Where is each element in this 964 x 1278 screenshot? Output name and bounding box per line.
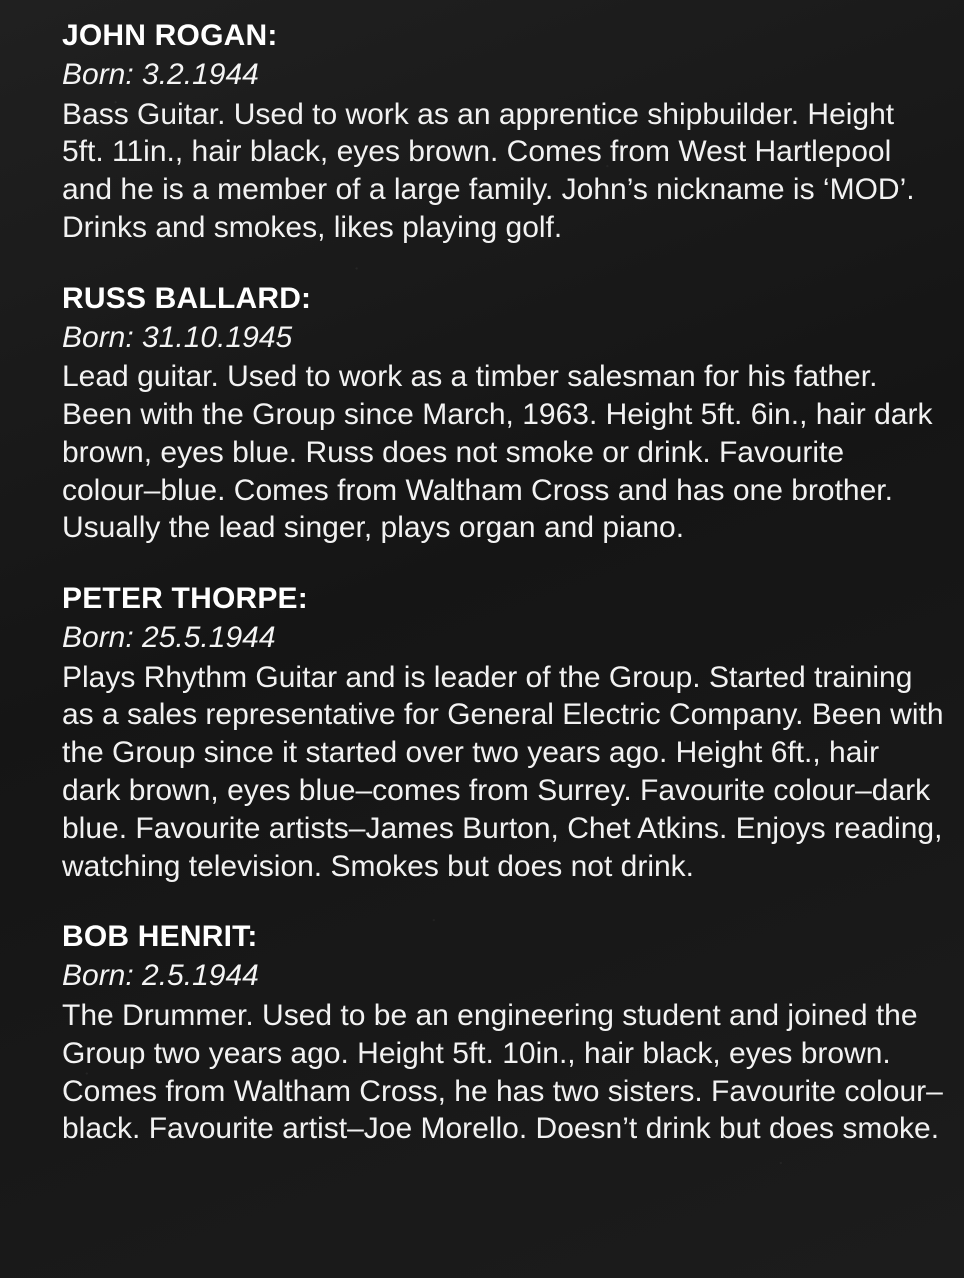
member-name: RUSS BALLARD:	[62, 281, 312, 315]
member-description: Plays Rhythm Guitar and is leader of the Group. Started training as a sales representative for General Electric Company. Been with the Group since it started over two years ago. Height 6ft., hair dark brown, eyes blue–comes from Surrey. Favourite colour–dark blue. Favourite artists–James Burton, Chet Atkins. Enjoys reading, watching television. Smokes but does not drink.	[62, 660, 944, 883]
member-bio-russ-ballard	[62, 281, 944, 547]
member-bio-john-rogan	[62, 18, 944, 247]
member-born-date: Born: 2.5.1944	[62, 959, 259, 993]
member-description: Bass Guitar. Used to work as an apprentice shipbuilder. Height 5ft. 11in., hair black, eyes brown. Comes from West Hartlepool and he is a member of a large family. John’s nickname is ‘MOD’. Drinks and smokes, likes playing golf.	[62, 97, 915, 244]
member-born-date: Born: 25.5.1944	[62, 621, 276, 655]
member-description: The Drummer. Used to be an engineering student and joined the Group two years ago. Height 5ft. 10in., hair black, eyes brown. Comes from Waltham Cross, he has two sisters. Favourite colour–black. Favourite artist–Joe Morello. Doesn’t drink but does smoke.	[62, 998, 943, 1146]
member-bio-bob-henrit	[62, 919, 944, 1148]
member-name: BOB HENRIT:	[62, 920, 258, 954]
member-name: PETER THORPE:	[62, 582, 308, 616]
member-born-date: Born: 3.2.1944	[62, 58, 259, 91]
member-born-date: Born: 31.10.1945	[62, 320, 293, 354]
member-name: JOHN ROGAN:	[62, 19, 278, 52]
member-bio-peter-thorpe	[62, 581, 944, 885]
member-description: Lead guitar. Used to work as a timber salesman for his father. Been with the Group since March, 1963. Height 5ft. 6in., hair dark brown, eyes blue. Russ does not smoke or drink. Favourite colour–blue. Comes from Waltham Cross and has one brother. Usually the lead singer, plays organ and piano.	[62, 360, 933, 545]
